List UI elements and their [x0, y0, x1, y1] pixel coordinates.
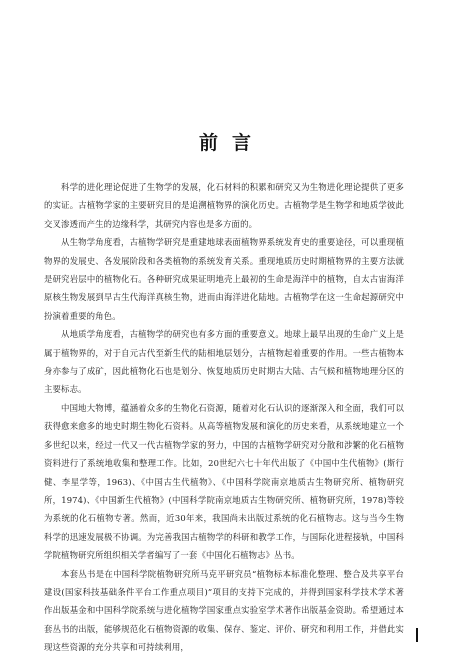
paragraph-1: 科学的进化理论促进了生物学的发展，化石材料的积累和研究又为生物进化理论提供了更多的实证。古植物学家的主要研究目的是追溯植物界的演化历史。古植物学是生物学和地质学彼此交叉渗透而产生的边缘科学，其研究内容也是多方面的。: [44, 182, 404, 229]
paragraph-4: 中国地大物博，蕴涵着众多的生物化石资源，随着对化石认识的逐渐深入和全面，我们可以获得愈来愈多的地史时期生物化石资料。从高等植物发展和演化的历史来看，从系统地建立一个多世纪以来，经过一代又一代古植物学家的努力，中国的古植物学研究对分散和涉繁的化石植物资料进行了系统地收集和整理工作。比如，20世纪六七十年代出版了《中国中生代植物》(斯行健、李星学等，1963)、《中国古生代植物》、《中国科学院南京地质古生物研究所、植物研究所，1974)、《中国新生代植物》(中国科学院南京地质古生物研究所、植物研究所，1978)等较为系统的化石植物专著。然而，近30年来，我国尚未出版过系统的化石植物志。这与当今生物科学的迅速发展极不协调。为完善我国古植物学的科研和教学工作，与国际化进程接轨，中国科学院植物研究所组织相关学者编写了一套《中国化石植物志》丛书。: [44, 402, 404, 561]
page-title: 前言: [198, 132, 265, 154]
preface-body: [44, 178, 404, 657]
paragraph-2: 从生物学角度看，古植物学研究是重建地球表面植物界系统发育史的重要途径，可以重现植物界的发展史、各发展阶段和各类植物的系统发育关系。重现地质历史时期植物界的主要方法就是研究岩层中的植物化石。各种研究成果证明地壳上最初的生命是海洋中的植物，自太古宙海洋原核生物发展到早古生代海洋真核生物，进而由海洋进化陆地。古植物学在这一生命起源研究中扮演着重要的角色。: [44, 237, 404, 321]
page-number-mark: [416, 628, 418, 642]
paragraph-5: 本套丛书是在中国科学院植物研究所马克平研究员“植物标本标准化整理、整合及共享平台建设(国家科技基础条件平台工作重点项目)”项目的支持下完成的，并得到国家科学技术学术著作出版基金和中国科学院系统与进化植物学国家重点实验室学术著作出版基金资助。希望通过本套丛书的出版，能够规范化石植物资源的收集、保存、鉴定、评价、研究和利用工作，并借此实现这些资源的充分共享和可持续利用，: [44, 568, 404, 653]
paragraph-3: 从地质学角度看，古植物学的研究也有多方面的重要意义。地球上最早出现的生命广义上是属于植物界的，对于自元古代至新生代的陆相地层划分，古植物起着重要的作用。一些古植物本身亦参与了成矿，因此植物化石也是划分、恢复地质历史时期古大陆、古气候和植物地理分区的主要标志。: [44, 329, 404, 395]
